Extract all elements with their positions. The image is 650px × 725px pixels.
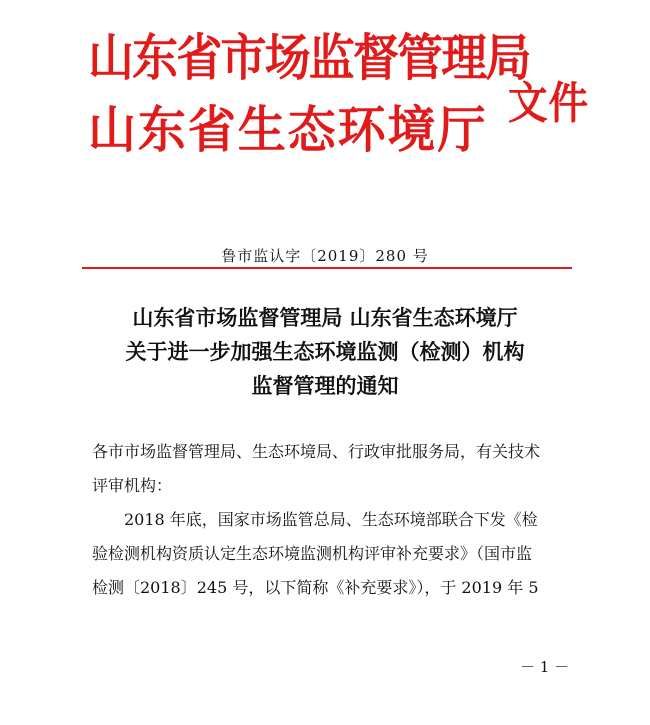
paragraph-line-3: 检测〔2018〕245 号，以下简称《补充要求》），于 2019 年 5: [92, 578, 539, 597]
issuing-agency-2: 山东省生态环境厅: [88, 101, 488, 159]
document-type-label: 文件: [508, 78, 589, 129]
issuing-agency-1: 山东省市场监督管理局: [88, 29, 530, 87]
page-number: － 1 －: [520, 658, 570, 676]
addressee-line-1: 各市市场监督管理局、生态环境局、行政审批服务局，有关技术: [92, 442, 541, 461]
document-title-line-1: 山东省市场监督管理局 山东省生态环境厅: [132, 306, 518, 330]
red-separator-line: [82, 267, 572, 269]
document-title-line-2: 关于进一步加强生态环境监测（检测）机构: [125, 340, 525, 364]
document-number: 鲁市监认字〔2019〕280 号: [221, 247, 429, 265]
letterhead: [88, 26, 608, 186]
addressee-line-2: 评审机构：: [92, 476, 173, 495]
paragraph-line-2: 验检测机构资质认定生态环境监测机构评审补充要求》（国市监: [92, 544, 533, 563]
document-title-line-3: 监督管理的通知: [251, 374, 399, 398]
paragraph-line-1: 2018 年底，国家市场监管总局、生态环境部联合下发《检: [124, 510, 538, 529]
